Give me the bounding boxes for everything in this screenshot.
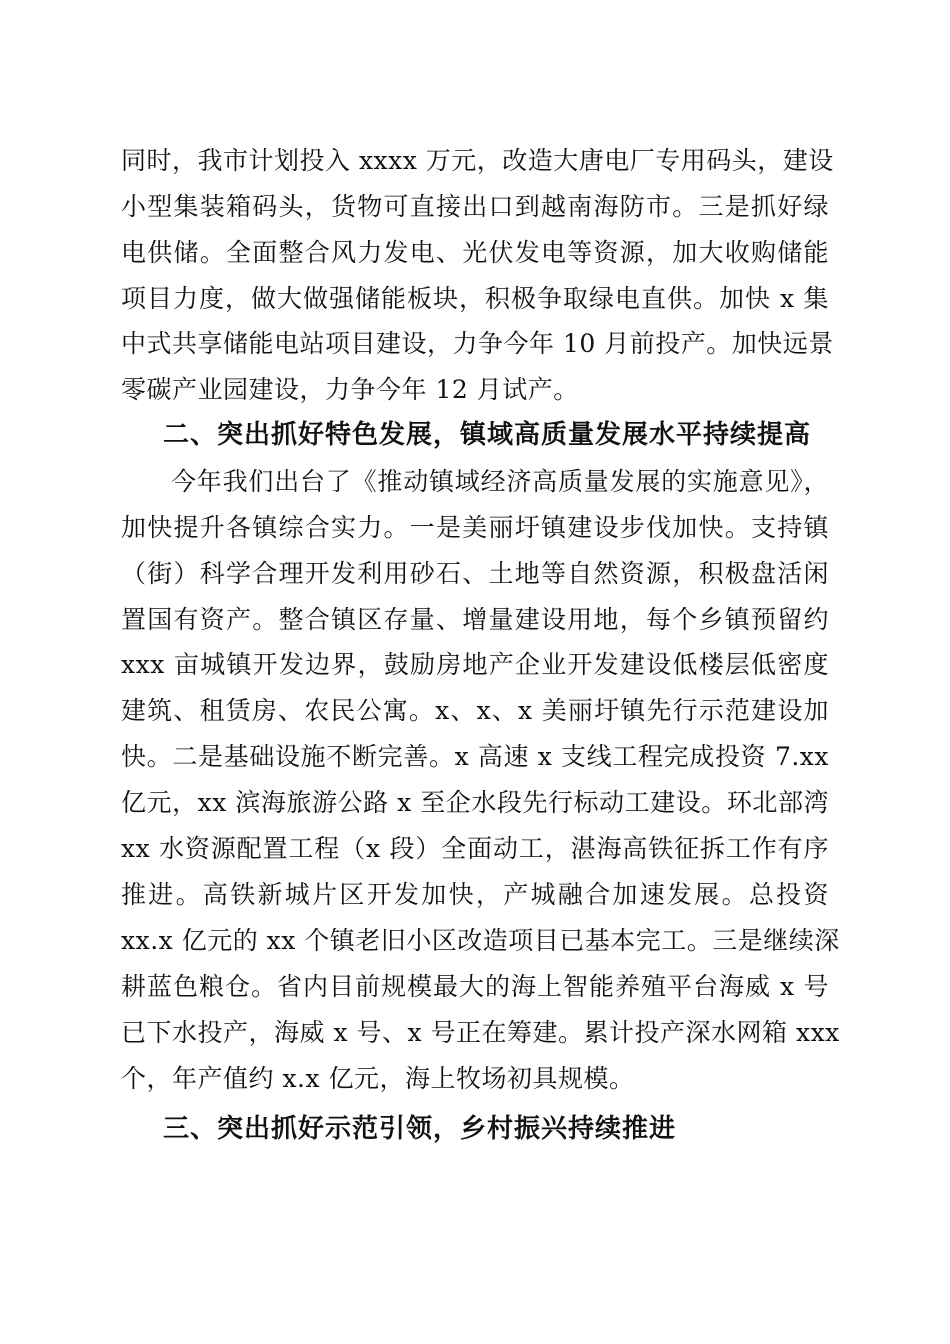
text-line: （街）科学合理开发利用砂石、土地等自然资源，积极盘活闲 — [121, 559, 829, 588]
text-line: 个，年产值约 x.x 亿元，海上牧场初具规模。 — [121, 1064, 635, 1093]
text-line: 建筑、租赁房、农民公寓。x、x、x 美丽圩镇先行示范建设加 — [121, 696, 829, 725]
text-line: 中式共享储能电站项目建设，力争今年 10 月前投产。加快远景 — [121, 329, 834, 358]
text-line: 置国有资产。整合镇区存量、增量建设用地，每个乡镇预留约 — [121, 605, 829, 634]
text-line: 耕蓝色粮仓。省内目前规模最大的海上智能养殖平台海威 x 号 — [121, 972, 829, 1001]
text-line: xx.x 亿元的 xx 个镇老旧小区改造项目已基本完工。三是继续深 — [121, 926, 840, 955]
text-line: xxx 亩城镇开发边界，鼓励房地产企业开发建设低楼层低密度 — [121, 650, 829, 679]
text-line: 亿元，xx 滨海旅游公路 x 至企水段先行标动工建设。环北部湾 — [121, 788, 829, 817]
text-line: 今年我们出台了《推动镇域经济高质量发展的实施意见》， — [171, 467, 829, 496]
text-line: 同时，我市计划投入 xxxx 万元，改造大唐电厂专用码头，建设 — [121, 146, 834, 175]
text-line: xx 水资源配置工程（x 段）全面动工，湛海高铁征拆工作有序 — [121, 834, 829, 863]
text-line: 零碳产业园建设，力争今年 12 月试产。 — [121, 375, 579, 404]
text-line: 已下水投产，海威 x 号、x 号正在筹建。累计投产深水网箱 xxx — [121, 1018, 840, 1047]
text-line: 项目力度，做大做强储能板块，积极争取绿电直供。加快 x 集 — [121, 284, 829, 313]
text-line: 快。二是基础设施不断完善。x 高速 x 支线工程完成投资 7.xx — [121, 742, 829, 771]
text-line: 小型集装箱码头，货物可直接出口到越南海防市。三是抓好绿 — [121, 192, 829, 221]
text-line: 电供储。全面整合风力发电、光伏发电等资源，加大收购储能 — [121, 238, 829, 267]
text-line: 推进。高铁新城片区开发加快，产城融合加速发展。总投资 — [121, 880, 829, 909]
section-heading-3: 三、突出抓好示范引领，乡村振兴持续推进 — [163, 1114, 677, 1144]
section-heading-2: 二、突出抓好特色发展，镇域高质量发展水平持续提高 — [163, 420, 812, 450]
text-line: 加快提升各镇综合实力。一是美丽圩镇建设步伐加快。支持镇 — [121, 513, 829, 542]
